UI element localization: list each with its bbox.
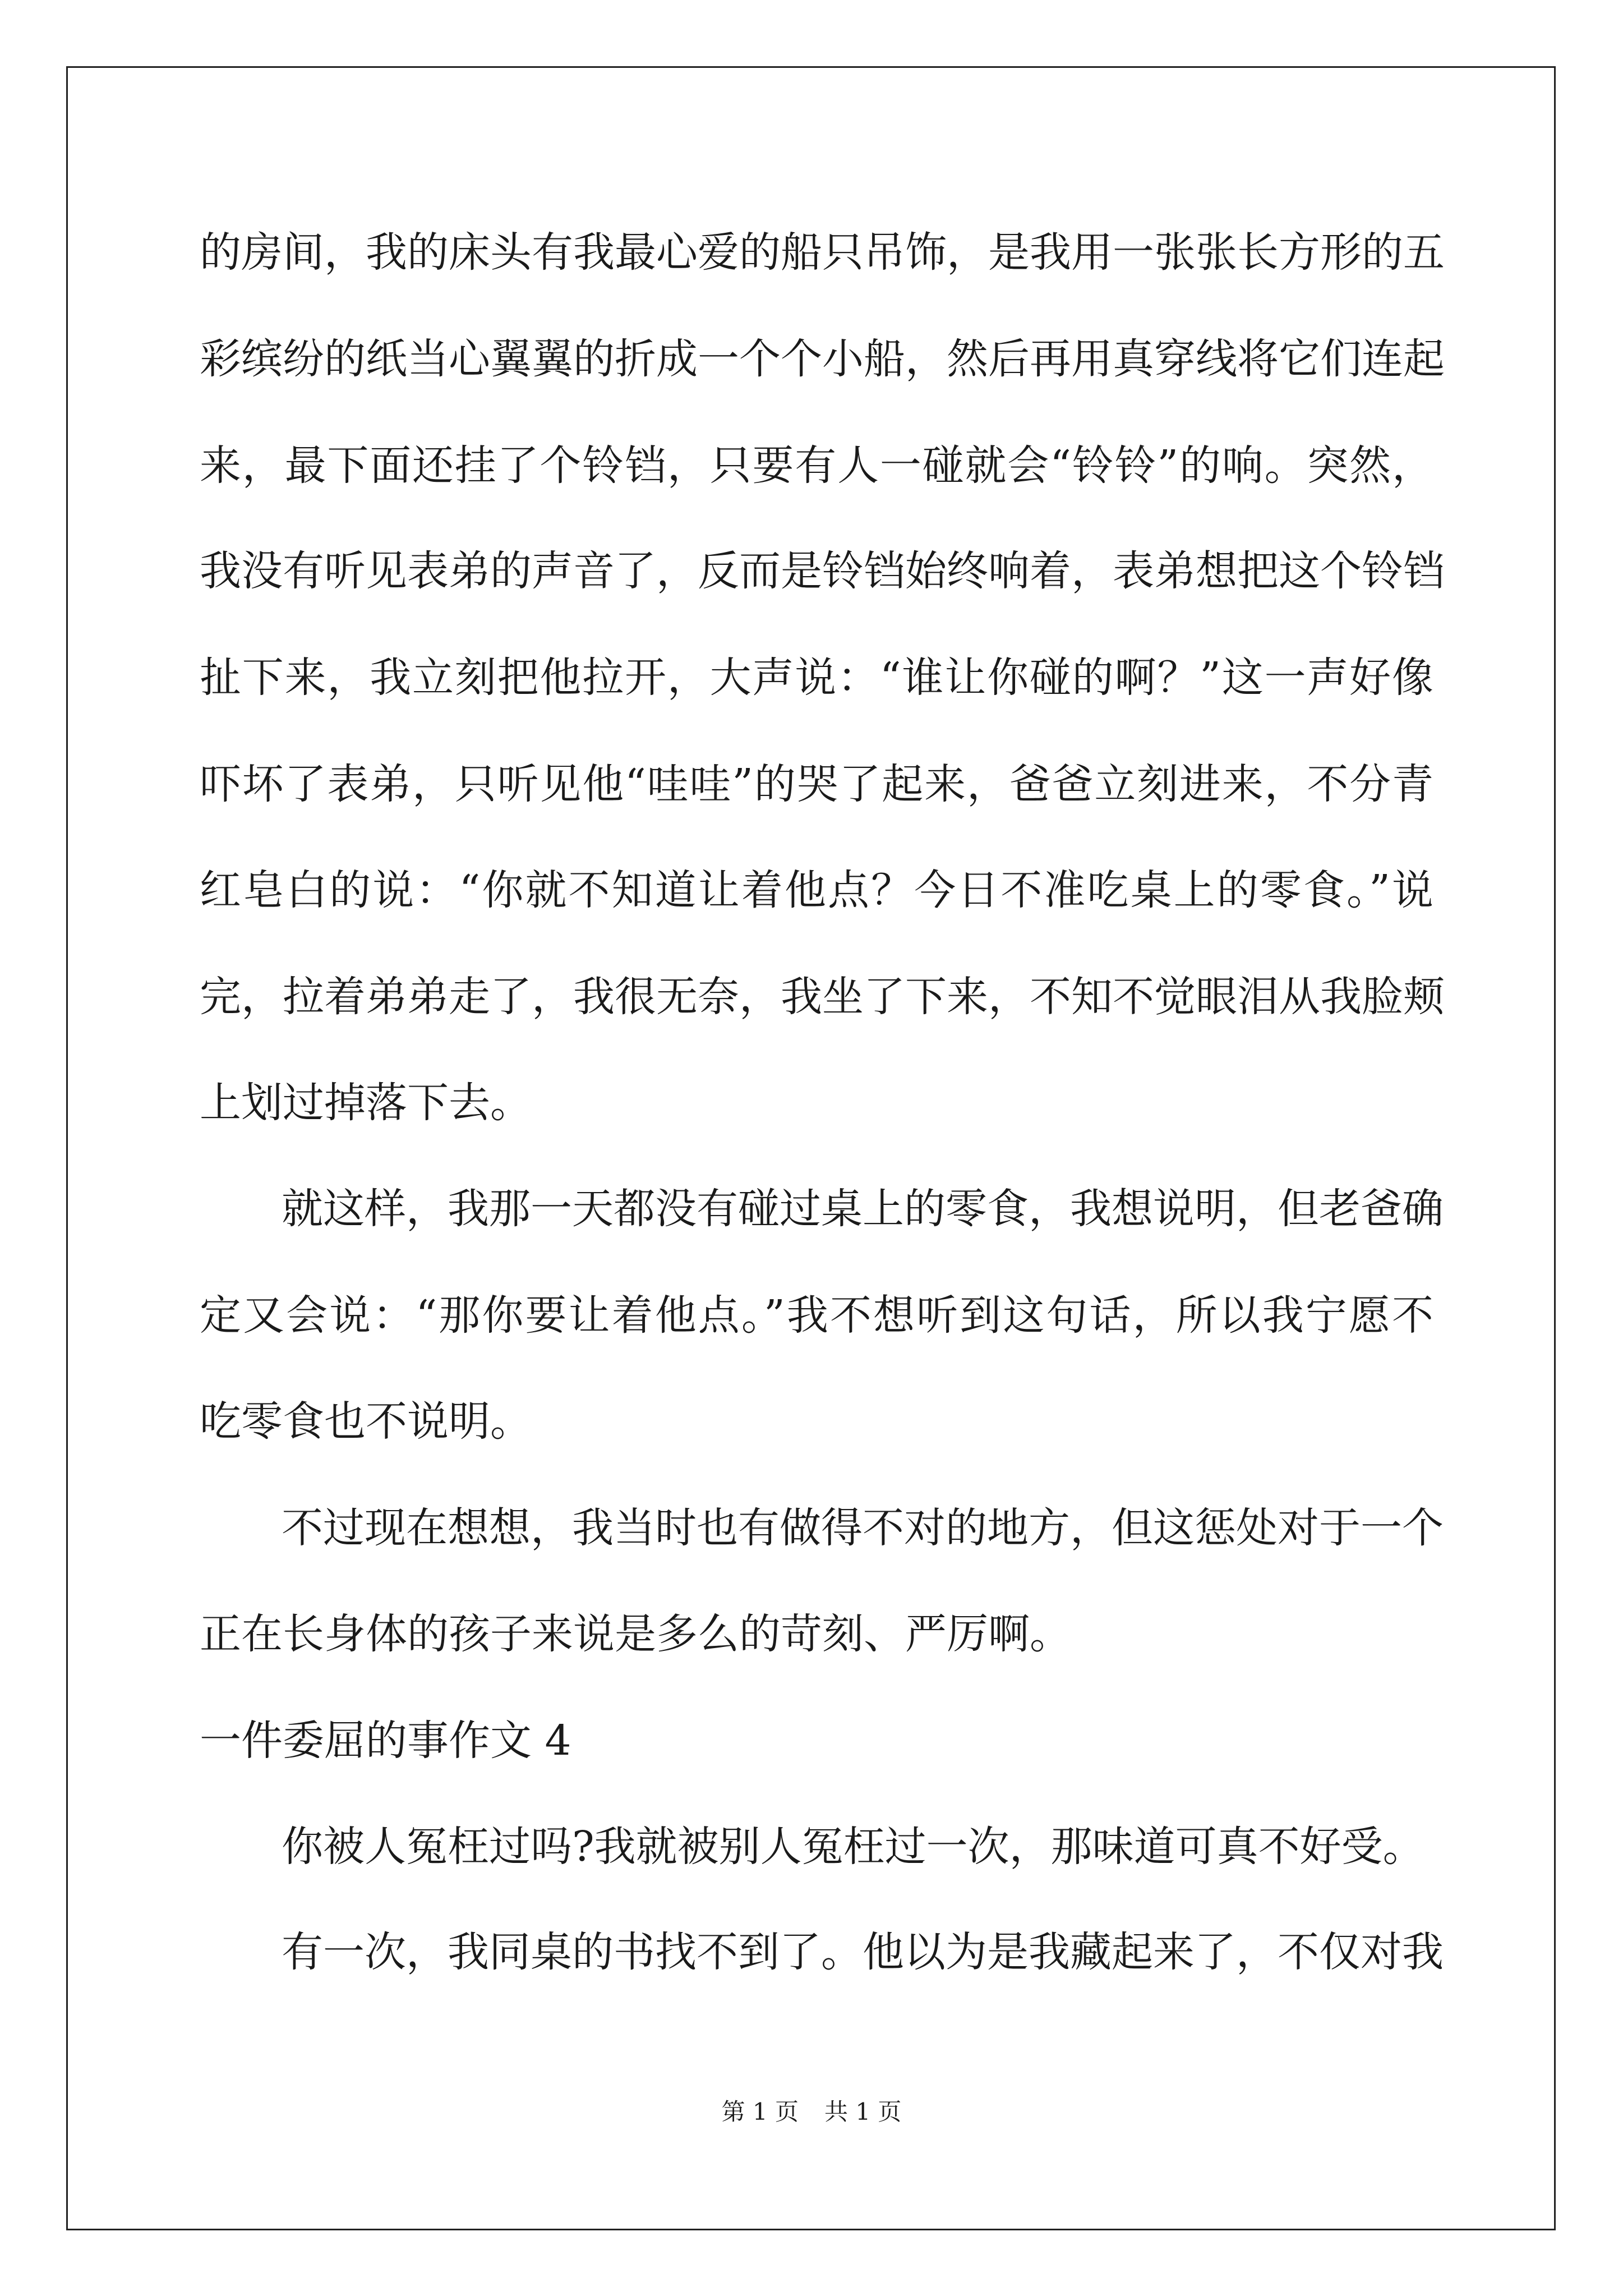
paragraph-first-line: 就这样，我那一天都没有碰过桌上的零食，我想说明，但老爸确: [282, 1185, 1444, 1233]
text-line: 红皂白的说：“你就不知道让着他点？今日不准吃桌上的零食。”说: [200, 866, 1433, 914]
text-line: 的房间，我的床头有我最心爱的船只吊饰，是我用一张张长方形的五: [200, 228, 1445, 277]
text-line: 正在长身体的孩子来说是多么的苛刻、严厉啊。: [200, 1610, 1071, 1658]
text-line: 我没有听见表弟的声音了，反而是铃铛始终响着，表弟想把这个铃铛: [200, 547, 1445, 595]
paragraph-first-line: 你被人冤枉过吗?我就被别人冤枉过一次，那味道可真不好受。: [282, 1823, 1424, 1871]
page-footer: [0, 2095, 1623, 2129]
text-line: 彩缤纷的纸当心翼翼的折成一个个小船，然后再用真穿线将它们连起: [200, 335, 1445, 383]
page-number: 第 1 页: [721, 2098, 799, 2125]
text-line: 扯下来，我立刻把他拉开，大声说：“谁让你碰的啊？”这一声好像: [200, 654, 1433, 702]
page-total: 共 1 页: [824, 2098, 902, 2125]
text-line: 定又会说：“那你要让着他点。”我不想听到这句话，所以我宁愿不: [200, 1291, 1433, 1340]
text-line: 来，最下面还挂了个铃铛，只要有人一碰就会“铃铃”的响。突然，: [200, 441, 1433, 490]
text-line: 上划过掉落下去。: [200, 1079, 532, 1127]
section-heading: 一件委屈的事作文 4: [200, 1717, 571, 1765]
text-line: 吃零食也不说明。: [200, 1397, 532, 1446]
text-line: 吓坏了表弟，只听见他“哇哇”的哭了起来，爸爸立刻进来，不分青: [200, 760, 1433, 808]
paragraph-first-line: 有一次，我同桌的书找不到了。他以为是我藏起来了，不仅对我: [282, 1928, 1444, 1976]
paragraph-first-line: 不过现在想想，我当时也有做得不对的地方，但这惩处对于一个: [282, 1504, 1444, 1552]
text-line: 完，拉着弟弟走了，我很无奈，我坐了下来，不知不觉眼泪从我脸颊: [200, 973, 1445, 1021]
